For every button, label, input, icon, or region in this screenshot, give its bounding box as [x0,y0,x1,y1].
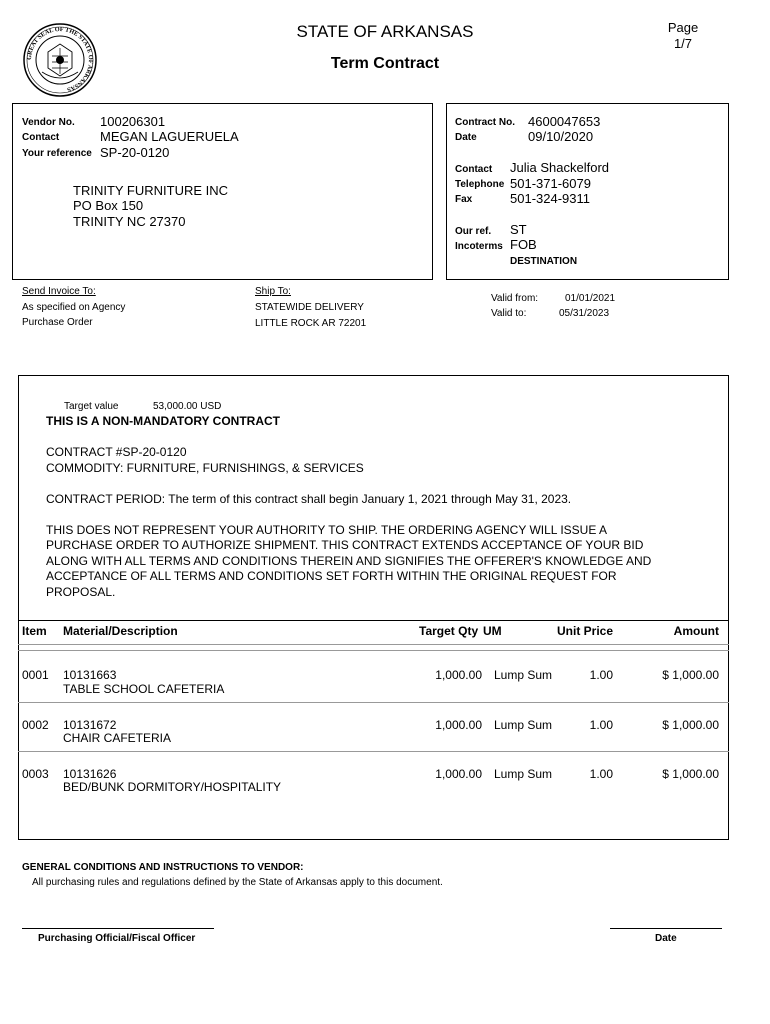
general-conditions-text: All purchasing rules and regulations defined by the State of Arkansas apply to this document. [32,877,443,888]
incoterms-label: Incoterms [455,241,503,252]
valid-to-label: Valid to: [491,308,527,319]
authority-paragraph-line: PROPOSAL. [46,585,116,599]
col-header-material: Material/Description [63,624,178,638]
contract-date-value: 09/10/2020 [528,129,594,144]
contract-date-label: Date [455,132,477,143]
page-number: 1/7 [673,36,693,51]
row-divider [18,751,729,752]
document-type-title: Term Contract [330,55,440,72]
vendor-contact-label: Contact [22,132,60,143]
row-divider [18,702,729,703]
vendor-no-label: Vendor No. [22,117,75,128]
send-invoice-label: Send Invoice To: [22,286,96,297]
page-label: Page [667,20,699,35]
row-target-qty: 1,000.00 [435,668,482,682]
row-um: Lump Sum [494,767,553,781]
col-header-amount: Amount [673,624,719,638]
contract-period-line: CONTRACT PERIOD: The term of this contract shall begin January 1, 2021 through May 31, 2023. [46,492,572,506]
your-reference-label: Your reference [22,148,92,159]
signature-label: Purchasing Official/Fiscal Officer [38,933,196,944]
target-value-label: Target value [64,401,119,412]
col-header-item: Item [22,624,47,638]
authority-paragraph-line: PURCHASE ORDER TO AUTHORIZE SHIPMENT. THIS CONTRACT EXTENDS ACCEPTANCE OF YOUR BID [46,538,644,552]
vendor-name: TRINITY FURNITURE INC [73,183,229,198]
authority-paragraph-line: ALONG WITH ALL TERMS AND CONDITIONS THEREIN AND SIGNIFIES THE OFFERER'S KNOWLEDGE AND [46,554,652,568]
svg-text:GREAT SEAL OF THE STATE OF ARK: GREAT SEAL OF THE STATE OF ARKANSAS [25,25,95,94]
invoice-line1: As specified on Agency [22,302,126,313]
target-value-amount: 53,000.00 USD [153,401,222,412]
your-reference-value: SP-20-0120 [100,145,170,160]
row-item-number: 0003 [22,767,49,781]
ship-to-line1: STATEWIDE DELIVERY [255,302,364,313]
row-material-number: 10131626 [63,767,117,781]
our-ref-label: Our ref. [455,226,492,237]
ship-to-line2: LITTLE ROCK AR 72201 [255,318,367,329]
row-amount: $ 1,000.00 [662,767,719,781]
authority-paragraph-line: ACCEPTANCE OF ALL TERMS AND CONDITIONS SET FORTH WITHIN THE ORIGINAL REQUEST FOR [46,569,617,583]
col-header-um: UM [483,624,502,638]
valid-from-label: Valid from: [491,293,539,304]
contract-no-label: Contract No. [455,117,515,128]
telephone-label: Telephone [455,179,505,190]
table-header-rule [18,650,729,651]
row-item-number: 0002 [22,718,49,732]
authority-paragraph-line: THIS DOES NOT REPRESENT YOUR AUTHORITY TO SHIP. THE ORDERING AGENCY WILL ISSUE A [46,523,608,537]
row-target-qty: 1,000.00 [435,718,482,732]
general-conditions-title: GENERAL CONDITIONS AND INSTRUCTIONS TO VENDOR: [22,862,304,873]
row-um: Lump Sum [494,668,553,682]
row-unit-price: 1.00 [589,668,613,682]
table-header-rule [18,644,729,645]
telephone-value: 501-371-6079 [510,176,591,191]
commodity-line: COMMODITY: FURNITURE, FURNISHINGS, & SERVICES [46,461,364,475]
contract-no-value: 4600047653 [528,114,601,129]
row-item-number: 0001 [22,668,49,682]
table-top-rule [18,620,729,621]
row-description: TABLE SCHOOL CAFETERIA [63,682,225,696]
state-contact-label: Contact [455,164,493,175]
row-amount: $ 1,000.00 [662,668,719,682]
signature-line [22,928,214,929]
valid-to-value: 05/31/2023 [559,308,610,319]
valid-from-value: 01/01/2021 [565,293,616,304]
col-header-target-qty: Target Qty [419,624,479,638]
row-amount: $ 1,000.00 [662,718,719,732]
incoterms-value: FOB [510,237,537,252]
invoice-line2: Purchase Order [22,317,93,328]
row-target-qty: 1,000.00 [435,767,482,781]
row-unit-price: 1.00 [589,718,613,732]
row-description: CHAIR CAFETERIA [63,731,172,745]
row-material-number: 10131672 [63,718,117,732]
non-mandatory-heading: THIS IS A NON-MANDATORY CONTRACT [46,414,280,428]
fax-label: Fax [455,194,473,205]
row-description: BED/BUNK DORMITORY/HOSPITALITY [63,780,282,794]
vendor-address-line1: PO Box 150 [73,198,144,213]
row-um: Lump Sum [494,718,553,732]
incoterms-detail: DESTINATION [510,256,578,267]
ship-to-label: Ship To: [255,286,291,297]
vendor-contact-value: MEGAN LAGUERUELA [100,129,239,144]
our-ref-value: ST [510,222,527,237]
row-unit-price: 1.00 [589,767,613,781]
vendor-no-value: 100206301 [100,114,166,129]
contract-number-line: CONTRACT #SP-20-0120 [46,445,187,459]
row-material-number: 10131663 [63,668,117,682]
signature-date-label: Date [655,933,677,944]
col-header-unit-price: Unit Price [556,624,613,638]
state-title: STATE OF ARKANSAS [296,22,474,41]
vendor-address-line2: TRINITY NC 27370 [73,214,186,229]
fax-value: 501-324-9311 [510,191,590,206]
date-line [610,928,722,929]
state-contact-value: Julia Shackelford [510,160,609,175]
